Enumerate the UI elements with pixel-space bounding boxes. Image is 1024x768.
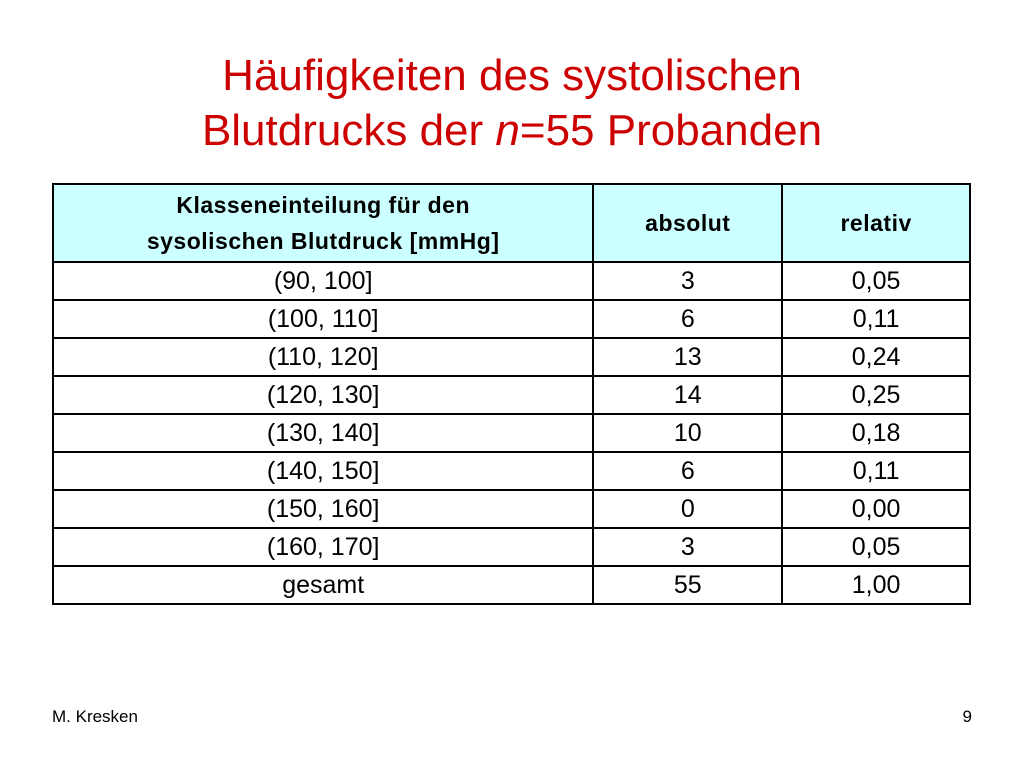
cell-absolute: 14: [593, 376, 782, 414]
header-absolute-column: absolut: [593, 184, 782, 262]
cell-class: (150, 160]: [53, 490, 593, 528]
cell-relative: 0,18: [782, 414, 970, 452]
cell-class-total: gesamt: [53, 566, 593, 604]
table-row: [53, 452, 970, 490]
cell-class: (130, 140]: [53, 414, 593, 452]
cell-absolute: 6: [593, 452, 782, 490]
header-class-column: [53, 184, 593, 262]
cell-absolute: 3: [593, 528, 782, 566]
table-row: [53, 262, 970, 300]
cell-absolute-total: 55: [593, 566, 782, 604]
title-line-2-suffix: =55 Probanden: [519, 106, 823, 155]
page-number: 9: [962, 707, 972, 726]
cell-relative: 0,25: [782, 376, 970, 414]
cell-class: (100, 110]: [53, 300, 593, 338]
frequency-table: [52, 183, 971, 605]
cell-absolute: 13: [593, 338, 782, 376]
title-line-2-prefix: Blutdrucks der: [201, 106, 496, 155]
cell-class: (140, 150]: [53, 452, 593, 490]
table-total-row: [53, 566, 970, 604]
cell-class: (120, 130]: [53, 376, 593, 414]
table-header-row: [53, 184, 970, 262]
header-class-line-1: Klasseneinteilung für den: [176, 192, 470, 218]
table-row: [53, 490, 970, 528]
title-line-2: [0, 103, 1024, 158]
footer-author: M. Kresken: [52, 707, 138, 726]
title-variable-n: n: [495, 106, 520, 155]
cell-absolute: 6: [593, 300, 782, 338]
cell-relative: 0,05: [782, 262, 970, 300]
cell-relative: 0,11: [782, 452, 970, 490]
table-row: [53, 300, 970, 338]
cell-absolute: 3: [593, 262, 782, 300]
title-line-1: Häufigkeiten des systolischen: [222, 51, 802, 100]
slide-title: [0, 48, 1024, 158]
cell-relative: 0,05: [782, 528, 970, 566]
table-row: [53, 338, 970, 376]
cell-absolute: 0: [593, 490, 782, 528]
cell-class: (160, 170]: [53, 528, 593, 566]
cell-absolute: 10: [593, 414, 782, 452]
cell-relative: 0,11: [782, 300, 970, 338]
cell-relative-total: 1,00: [782, 566, 970, 604]
table-row: [53, 528, 970, 566]
table-row: [53, 414, 970, 452]
header-relative-column: relativ: [782, 184, 970, 262]
cell-class: (90, 100]: [53, 262, 593, 300]
cell-relative: 0,00: [782, 490, 970, 528]
table-row: [53, 376, 970, 414]
cell-relative: 0,24: [782, 338, 970, 376]
cell-class: (110, 120]: [53, 338, 593, 376]
header-class-line-2: sysolischen Blutdruck [mmHg]: [146, 228, 500, 254]
